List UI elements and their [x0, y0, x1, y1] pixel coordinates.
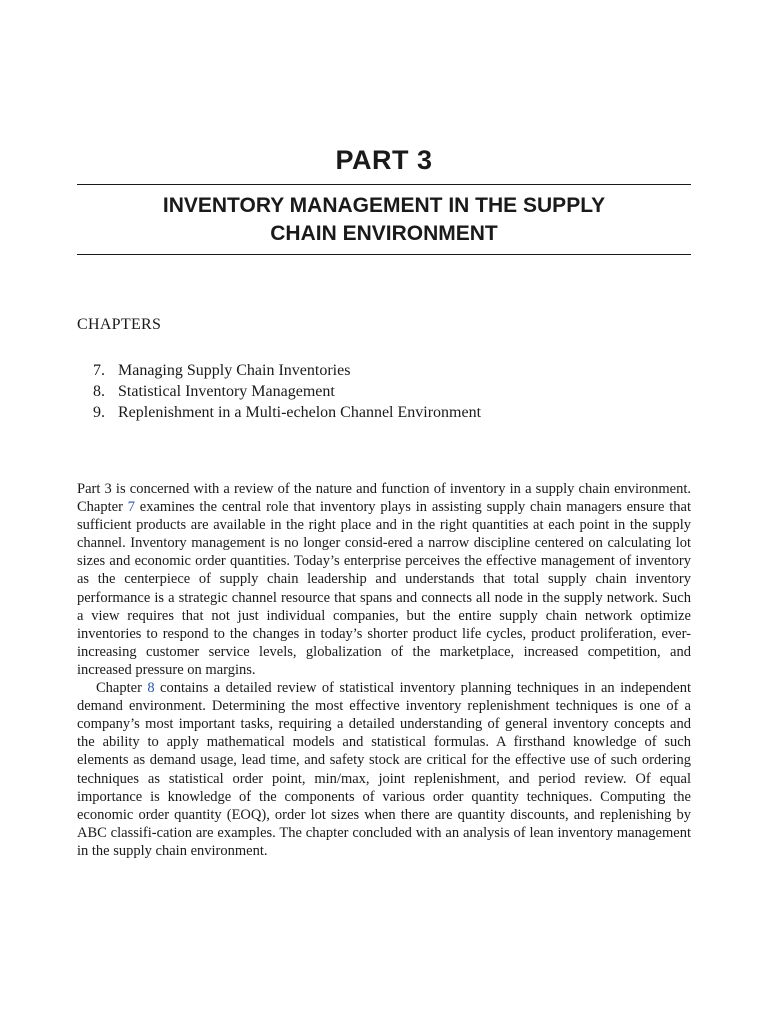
part-subtitle-line-2: CHAIN ENVIRONMENT [270, 222, 498, 245]
chapters-heading: CHAPTERS [77, 316, 162, 333]
title-top-rule [77, 184, 691, 185]
paragraph-text: examines the central role that inventory plays in assisting supply chain managers ensure that sufficient products are available in the right place and in the right quantities at each point in the supply channel. Inventory management is no longer consid-ered a narrow discipline centered on calculating lot sizes and economic order quantities. Today’s enterprise perceives the effective management of inventory as the centerpiece of supply chain leadership and understands that total supply chain inventory performance is a strategic channel resource that spans and connects all node in the supply network. Such a view requires that not just individual companies, but the entire supply chain network optimize inventories to respond to the changes in today’s shorter product life cycles, product proliferation, ever-increasing customer service levels, globalization of the marketplace, increased competition, and increased pressure on margins. [77, 499, 691, 678]
chapter-7-link[interactable]: 7 [127, 499, 135, 516]
body-paragraph-1 [77, 480, 691, 679]
chapter-title: Managing Supply Chain Inventories [118, 362, 351, 379]
chapter-number: 7. [93, 362, 105, 379]
chapter-8-link[interactable]: 8 [147, 680, 155, 697]
body-paragraph-2 [77, 679, 691, 860]
title-bottom-rule [77, 254, 691, 255]
paragraph-text: Chapter [96, 680, 148, 697]
chapter-item [93, 381, 481, 402]
part-subtitle [77, 192, 691, 248]
chapter-title: Statistical Inventory Management [118, 383, 335, 400]
chapter-item [93, 360, 481, 381]
chapter-item [93, 402, 481, 423]
paragraph-text: contains a detailed review of statistical inventory planning techniques in an independent demand environment. Determining the most effective inventory replenishment techniques is one of a company’s most important tasks, requiring a detailed understanding of general inventory concepts and the ability to apply mathematical models and statistical formulas. A firsthand knowledge of such elements as demand usage, lead time, and safety stock are critical for the effective use of such ordering techniques as statistical order point, min/max, joint replenishment, and period review. Of equal importance is knowledge of the components of various order quantity techniques. Computing the economic order quantity (EOQ), order lot sizes when there are quantity discounts, and replenishing by ABC classifi-cation are examples. The chapter concluded with an analysis of lean inventory management in the supply chain environment. [77, 680, 691, 859]
body-text [77, 480, 691, 860]
paragraph-text: Part 3 is concerned with a review of the nature and function of inventory in a supply chain environment. Chapter [77, 481, 691, 516]
part-title: PART 3 [335, 145, 433, 175]
chapter-number: 8. [93, 383, 105, 400]
chapter-title: Replenishment in a Multi-echelon Channel Environment [118, 404, 482, 421]
chapter-number: 9. [93, 404, 105, 421]
chapter-list [93, 360, 481, 423]
part-subtitle-line-1: INVENTORY MANAGEMENT IN THE SUPPLY [162, 194, 606, 217]
